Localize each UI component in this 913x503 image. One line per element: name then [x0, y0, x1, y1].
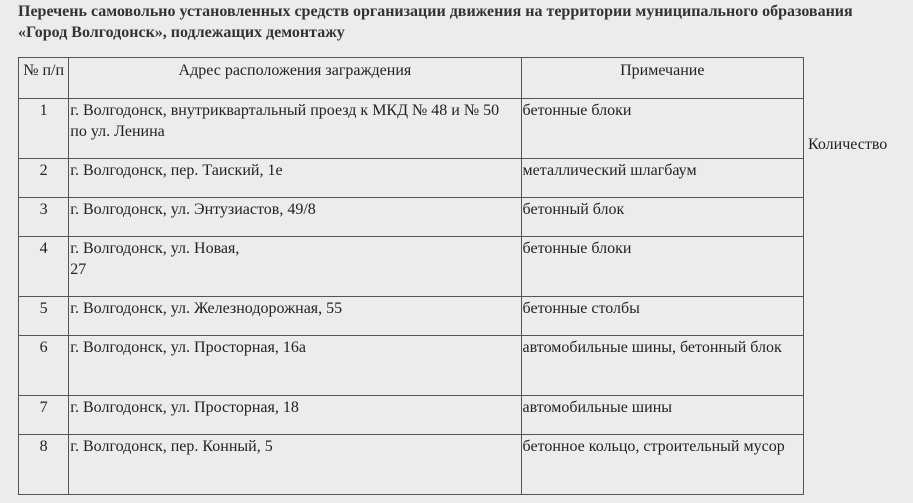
row-number: 5	[19, 297, 69, 336]
row-note: бетонные столбы	[521, 297, 803, 336]
row-number: 8	[19, 435, 69, 495]
row-number: 6	[19, 336, 69, 396]
table-header-row	[19, 58, 804, 99]
row-address-line-2: 27	[70, 261, 87, 278]
document-title: Перечень самовольно установленных средств организации движения на территории муниципального образования «Город Волгодонск», подлежащих демонтажу	[18, 3, 853, 41]
row-address: г. Волгодонск, ул. Просторная, 18	[69, 396, 521, 435]
row-note: бетонный блок	[521, 198, 803, 237]
row-address	[69, 237, 521, 297]
row-note: автомобильные шины	[521, 396, 803, 435]
row-address: г. Волгодонск, ул. Просторная, 16а	[69, 336, 521, 396]
row-number: 7	[19, 396, 69, 435]
table-row	[19, 435, 804, 495]
row-address: г. Волгодонск, внутриквартальный проезд к МКД № 48 и № 50 по ул. Ленина	[69, 99, 521, 159]
row-note: металлический шлагбаум	[521, 159, 803, 198]
table-row	[19, 99, 804, 159]
header-note: Примечание	[521, 58, 803, 99]
row-address: г. Волгодонск, ул. Энтузиастов, 49/8	[69, 198, 521, 237]
row-note: автомобильные шины, бетонный блок	[521, 336, 803, 396]
row-number: 4	[19, 237, 69, 297]
table-row	[19, 159, 804, 198]
row-note: бетонные блоки	[521, 237, 803, 297]
table-row	[19, 297, 804, 336]
table-row	[19, 237, 804, 297]
row-note: бетонное кольцо, строительный мусор	[521, 435, 803, 495]
row-address: г. Волгодонск, пер. Конный, 5	[69, 435, 521, 495]
header-address: Адрес расположения заграждения	[69, 58, 521, 99]
row-number: 1	[19, 99, 69, 159]
table-row	[19, 198, 804, 237]
header-number: № п/п	[19, 58, 69, 99]
row-number: 3	[19, 198, 69, 237]
row-number: 2	[19, 159, 69, 198]
table-row	[19, 396, 804, 435]
row-address-line-1: г. Волгодонск, ул. Новая,	[70, 240, 240, 257]
row-note: бетонные блоки	[521, 99, 803, 159]
quantity-label: Количество	[808, 136, 888, 153]
table-row	[19, 336, 804, 396]
row-address: г. Волгодонск, ул. Железнодорожная, 55	[69, 297, 521, 336]
row-address: г. Волгодонск, пер. Таиский, 1е	[69, 159, 521, 198]
removal-list-table	[18, 57, 804, 495]
